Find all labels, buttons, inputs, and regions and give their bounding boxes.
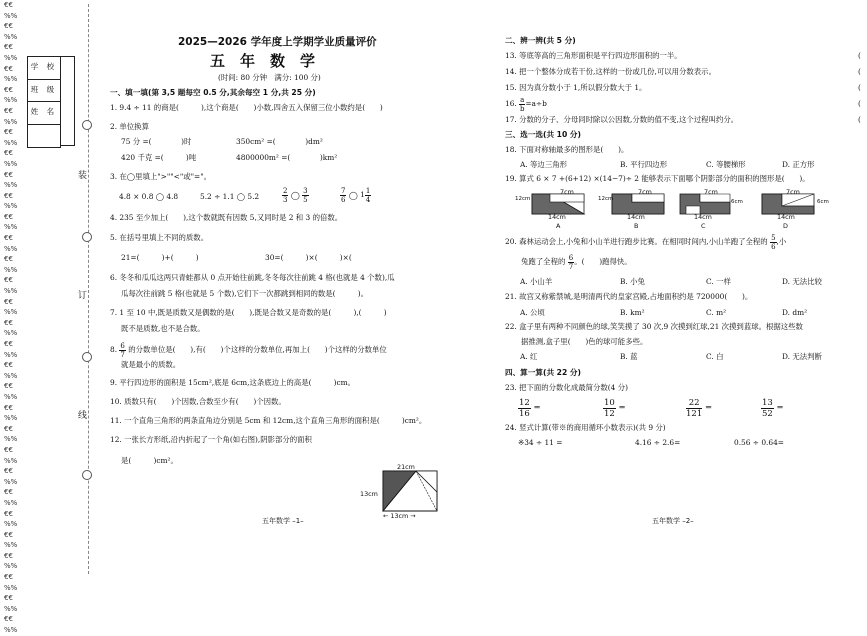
question-3d: $\frac{7}{6}$ ◯ 1 $\frac{1}{4}$: [341, 187, 371, 204]
q19-b-dim-bottom: 14cm: [627, 213, 645, 221]
question-9: 9. 平行四边形的面积是 15cm²,底是 6cm,这条底边上的高是( )cm。: [110, 378, 356, 387]
q19-d-dim-top: 7cm: [786, 188, 800, 196]
question-2a: 75 分 =( )时: [121, 137, 192, 146]
q21-option-c[interactable]: C. m²: [706, 308, 727, 317]
question-16: 16. $\frac{a}{b}$ =a÷b: [505, 96, 547, 113]
page-footer-2: 五年数学 –2–: [652, 517, 694, 525]
section-1-heading: 一、填一填(第 3,5 题每空 0.5 分,其余每空 1 分,共 25 分): [110, 88, 316, 97]
q19-c-label[interactable]: C: [701, 222, 706, 230]
question-3: 3. 在◯里填上">""<"或"="。: [110, 172, 211, 181]
question-4: 4. 235 至少加上( ),这个数就既有因数 5,又同时是 2 和 3 的倍数。: [110, 213, 343, 222]
binding-hole-icon: [82, 470, 92, 480]
q19-d-dim-right: 6cm: [817, 199, 829, 205]
question-5: 5. 在括号里填上不同的质数。: [110, 233, 209, 242]
q22-option-a[interactable]: A. 红: [520, 352, 538, 361]
q23-fraction-1: $\frac{12}{16}$ =: [519, 398, 541, 419]
q19-b-label[interactable]: B: [634, 222, 639, 230]
question-5a: 21=( )+( ): [121, 253, 199, 262]
figure-label-top: 21cm: [397, 463, 415, 471]
question-2: 2. 单位换算: [110, 122, 149, 131]
q19-d-dim-bottom: 14cm: [777, 213, 795, 221]
q23-fraction-4: $\frac{13}{52}$ =: [762, 398, 784, 419]
figure-label-left: 13cm: [360, 490, 378, 498]
binding-mark-ding: 订: [78, 291, 88, 301]
section-3-heading: 三、选一选(共 10 分): [505, 130, 581, 139]
q20-option-b[interactable]: B. 小兔: [620, 277, 645, 286]
q22-option-d[interactable]: D. 无法判断: [782, 352, 822, 361]
answer-paren-15[interactable]: (: [858, 83, 861, 92]
question-24: 24. 竖式计算(带※的商用循环小数表示)(共 9 分): [505, 423, 666, 432]
q19-c-dim-bottom: 14cm: [694, 213, 712, 221]
q19-a-label[interactable]: A: [556, 222, 561, 230]
question-14: 14. 把一个整体分成若干份,这样的一份或几份,可以用分数表示。: [505, 67, 716, 76]
question-3b: 5.2 ÷ 1.1 ◯ 5.2: [200, 192, 260, 201]
info-write-area[interactable]: [61, 56, 75, 146]
q21-option-d[interactable]: D. dm²: [782, 308, 808, 317]
q18-option-b[interactable]: B. 平行四边形: [620, 160, 668, 169]
q24-item-b: 4.16 ÷ 2.6=: [635, 438, 681, 447]
q23-fraction-2: $\frac{10}{12}$ =: [604, 398, 626, 419]
exam-subject: 五 年 数 学: [210, 52, 316, 70]
question-5b: 30=( )×( )×(: [265, 253, 367, 262]
q18-option-c[interactable]: C. 等腰梯形: [706, 160, 746, 169]
q19-figure-a: [532, 194, 584, 214]
question-19: 19. 算式 6 × 7 +(6+12) ×(14−7)÷ 2 能够表示下面哪个阴影部分的面积的图形是( )。: [505, 174, 810, 183]
q19-figure-b: [612, 194, 664, 214]
decorative-border-pattern: €€ %% €€ %% €€ %% €€ %% €€ %% €€ %% €€ %% €€ %% €€ %% €€ %% €€ %% €€ %% €€ %% €€ %% €€ %% €€ %% €€ %% €€ %% €€ %% €€ %% €€ %% €€ %% €€ %% €€ %% €€ %% €€ %% €€ %% €€ %% €€ %% €€ %%: [4, 1, 18, 635]
q20-option-a[interactable]: A. 小山羊: [520, 277, 553, 286]
question-21: 21. 故宫又称紫禁城,是明清两代的皇家宫殿,占地面积约是 720000( )。: [505, 292, 753, 301]
q22-option-b[interactable]: B. 蓝: [620, 352, 638, 361]
exam-title: 2025—2026 学年度上学期学业质量评价: [178, 36, 377, 48]
binding-hole-icon: [82, 232, 92, 242]
question-6b: 瓜每次往前跳 5 格(也就是 5 个数),它们下一次都跳到相同的数是( )。: [121, 289, 369, 298]
q19-b-dim-top: 7cm: [638, 188, 652, 196]
q20-option-c[interactable]: C. 一样: [706, 277, 731, 286]
question-23: 23. 把下面的分数化成最简分数(4 分): [505, 383, 629, 392]
exam-meta: (时间: 80 分钟 满分: 100 分): [218, 73, 321, 82]
question-8c: 就是最小的质数。: [121, 360, 181, 369]
answer-paren-14[interactable]: (: [858, 67, 861, 76]
question-11: 11. 一个直角三角形的两条直角边分别是 5cm 和 12cm,这个直角三角形的面积是( )cm²。: [110, 416, 427, 425]
q22-option-c[interactable]: C. 白: [706, 352, 724, 361]
question-7: 7. 1 至 10 中,既是质数又是偶数的是( ),既是合数又是奇数的是( ),( ): [110, 308, 387, 317]
binding-mark-zhuang: 装: [78, 171, 88, 181]
question-12b: 是( )cm²。: [121, 456, 178, 465]
question-17: 17. 分数的分子、分母同时除以公因数,分数的值不变,这个过程叫约分。: [505, 115, 739, 124]
question-22: 22. 盒子里有两种不同颜色的球,笑笑摸了 30 次,9 次摸到红球,21 次摸到蓝球。根据这些数: [505, 322, 803, 331]
question-3c: $\frac{2}{3}$ ◯ $\frac{3}{5}$: [283, 187, 308, 204]
q19-b-dim-left: 12cm: [598, 196, 614, 202]
q20-option-d[interactable]: D. 无法比较: [782, 277, 822, 286]
question-18: 18. 下面对称轴最多的图形是( )。: [505, 145, 629, 154]
question-13: 13. 等底等高的三角形面积是平行四边形面积的一半。: [505, 51, 682, 60]
question-2c: 420 千克 =( )吨: [121, 153, 197, 162]
question-2d: 4800000m² =( )km²: [236, 153, 338, 162]
figure-label-bottom: ← 13cm →: [383, 512, 416, 520]
q19-a-dim-left: 12cm: [515, 196, 531, 202]
q18-option-d[interactable]: D. 正方形: [782, 160, 815, 169]
school-label: 学 校: [28, 57, 60, 80]
binding-hole-icon: [82, 352, 92, 362]
q19-a-dim-top: 7cm: [560, 188, 574, 196]
question-3a: 4.8 × 0.8 ◯ 4.8: [119, 192, 179, 201]
q21-option-b[interactable]: B. km²: [620, 308, 645, 317]
question-15: 15. 因为真分数小于 1,所以假分数大于 1。: [505, 83, 647, 92]
q19-a-dim-bottom: 14cm: [548, 213, 566, 221]
question-12: 12. 一张长方形纸,沿内折起了一个角(如右图),阴影部分的面积: [110, 435, 312, 444]
student-info-box: [27, 56, 61, 148]
q19-c-dim-right: 6cm: [731, 199, 743, 205]
question-6: 6. 冬冬和瓜瓜这两只青蛙都从 0 点开始往前跳,冬冬每次往前跳 4 格(也就是 4 个数),瓜: [110, 273, 395, 282]
class-label: 班 级: [28, 80, 60, 103]
question-20b: 兔跑了全程的 $\frac{6}{7}$ 。( )跑得快。: [521, 254, 632, 271]
answer-paren-16[interactable]: (: [858, 99, 861, 108]
question-8: 8. $\frac{6}{7}$ 的分数单位是( ),有( )个这样的分数单位,再加上( )个这样的分数单位: [110, 342, 387, 359]
question-20: 20. 森林运动会上,小兔和小山羊进行跑步比赛。在相同时间内,小山羊跑了全程的 $\frac{5}{6}$ ,小: [505, 234, 787, 251]
q19-c-dim-top: 7cm: [704, 188, 718, 196]
q21-option-a[interactable]: A. 公顷: [520, 308, 545, 317]
q23-fraction-3: $\frac{22}{121}$ =: [686, 398, 713, 419]
info-blank: [28, 125, 60, 148]
question-22b: 据推测,盒子里( )色的球可能多些。: [521, 337, 648, 346]
question-1: 1. 9.4 ÷ 11 的商是( ),这个商是( )小数,四舍五入保留三位小数约是( ): [110, 103, 383, 112]
binding-mark-xian: 线: [78, 411, 88, 421]
answer-paren-13[interactable]: (: [858, 51, 861, 60]
q24-item-c: 0.56 ÷ 0.64=: [734, 438, 784, 447]
page-footer-1: 五年数学 –1–: [262, 517, 304, 525]
q24-item-a: ※34 ÷ 11 =: [518, 438, 563, 447]
q19-figure-c: [680, 194, 730, 214]
q19-figure-d: [762, 194, 814, 214]
name-label: 姓 名: [28, 102, 60, 125]
question-10: 10. 质数只有( )个因数,合数至少有( )个因数。: [110, 397, 286, 406]
answer-paren-17[interactable]: (: [858, 115, 861, 124]
section-4-heading: 四、算一算(共 22 分): [505, 368, 581, 377]
q18-option-a[interactable]: A. 等边三角形: [520, 160, 567, 169]
binding-hole-icon: [82, 120, 92, 130]
q19-d-label[interactable]: D: [783, 222, 788, 230]
question-7b: 既不是质数,也不是合数。: [121, 324, 205, 333]
binding-cut-line: [88, 4, 89, 574]
section-2-heading: 二、辨一辨(共 5 分): [505, 36, 576, 45]
question-2b: 350cm² =( )dm²: [236, 137, 323, 146]
